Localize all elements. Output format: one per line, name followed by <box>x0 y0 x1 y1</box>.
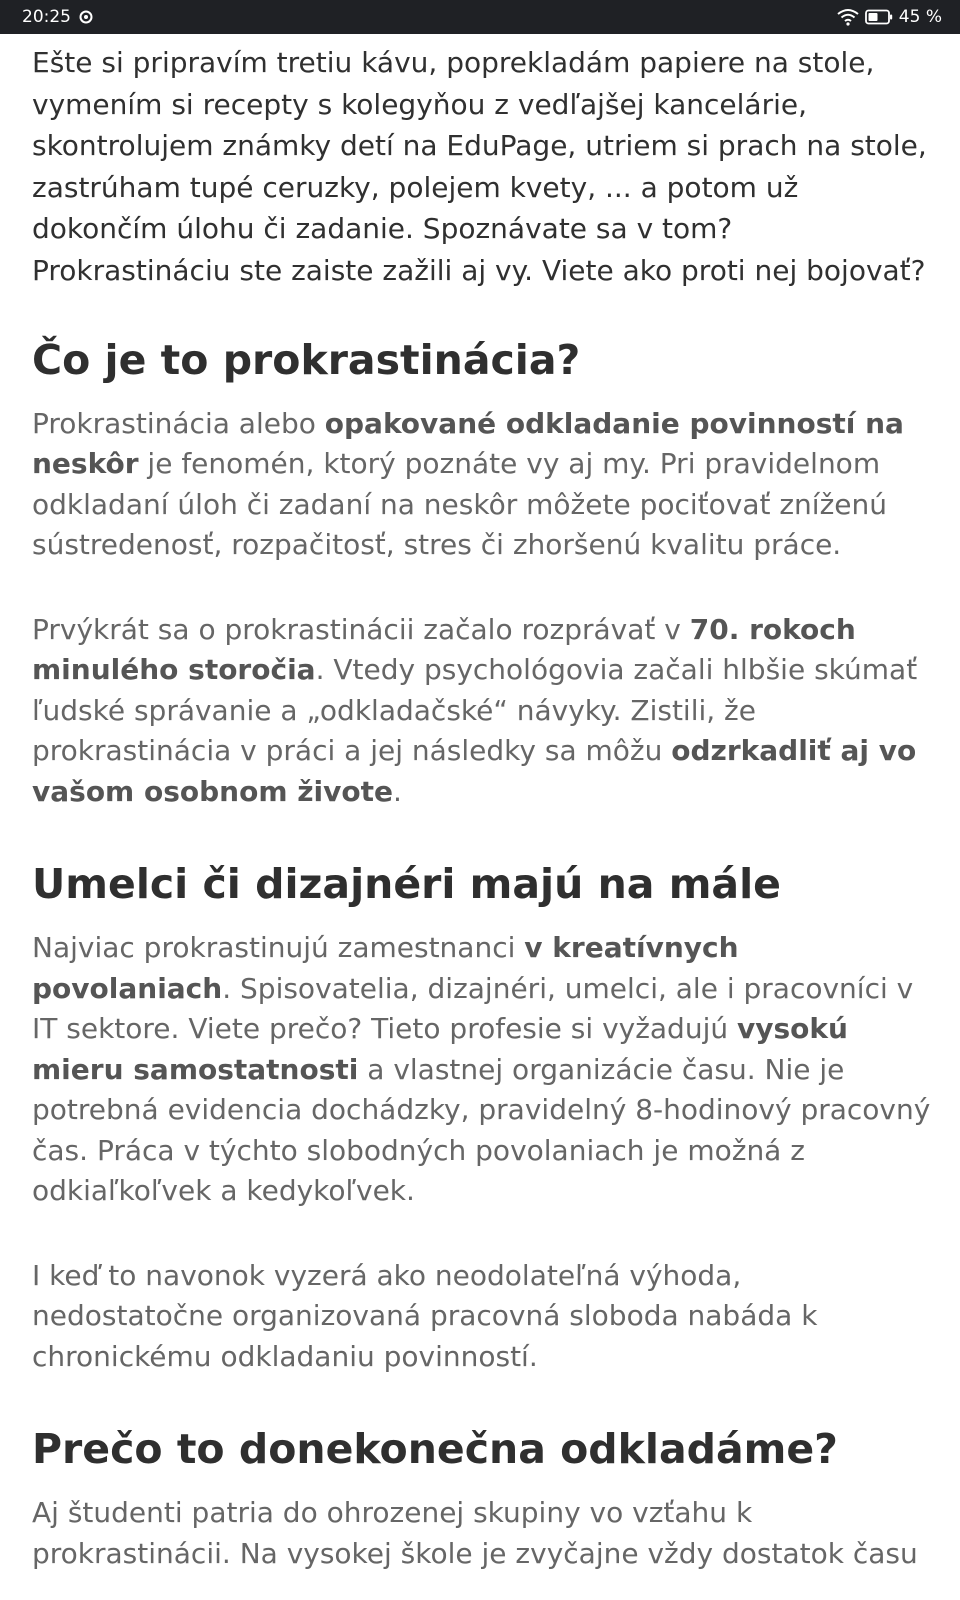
bold-text: vysokú mieru samostatnosti <box>32 1012 848 1086</box>
article-content <box>32 42 932 1574</box>
text-span: Najviac prokrastinujú zamestnanci <box>32 931 525 965</box>
heading-artists-designers: Umelci či dizajnéri majú na mále <box>32 860 781 909</box>
text-span: Prokrastinácia alebo <box>32 406 325 440</box>
text-span: je fenomén, ktorý poznáte vy aj my. Pri pravidelnom odkladaní úloh či zadaní na neskôr môžete pociťovať zníženú sústredenosť, rozpačitosť, stres či zhoršenú kvalitu práce. <box>32 447 887 562</box>
status-bar-left <box>22 7 93 27</box>
bold-text: odzrkadliť aj vo vašom osobnom živote <box>32 734 917 808</box>
intro-paragraph: Ešte si pripravím tretiu kávu, poprekladám papiere na stole, vymením si recepty s kolegyňou z vedľajšej kancelárie, skontrolujem známky detí na EduPage, utriem si prach na stole, zastrúham tupé ceruzky, polejem kvety, ... a potom už dokončím úlohu či zadanie. Spoznávate sa v tom? Prokrastináciu ste zaiste zažili aj vy. Viete ako proti nej bojovať? <box>32 46 927 287</box>
text-span: . Vtedy psychológovia začali hlbšie skúmať ľudské správanie a „odkladačské“ návyky. Zistili, že prokrastinácia v práci a jej následky sa môžu <box>32 653 918 768</box>
status-bar <box>0 0 960 34</box>
status-time: 20:25 <box>22 7 71 27</box>
heading-what-is-procrastination: Čo je to prokrastinácia? <box>32 335 581 384</box>
paragraph-history <box>32 610 932 813</box>
notification-icon <box>79 10 93 24</box>
text-span: . Spisovatelia, dizajnéri, umelci, ale i pracovníci v IT sektore. Viete prečo? Tieto profesie si vyžadujú <box>32 971 914 1046</box>
text-span: Prvýkrát sa o prokrastinácii začalo rozprávať v <box>32 612 690 646</box>
paragraph-freedom: I keď to navonok vyzerá ako neodolateľná výhoda, nedostatočne organizovaná pracovná sloboda nabáda k chronickému odkladaniu povinností. <box>32 1258 818 1373</box>
text-span: a vlastnej organizácie času. Nie je potrebná evidencia dochádzky, pravidelný 8-hodinový pracovný čas. Práca v týchto slobodných povolaniach je možná z odkiaľkoľvek a kedykoľvek. <box>32 1052 931 1208</box>
bold-text: v kreatívnych povolaniach <box>32 931 739 1005</box>
battery-percent: 45 % <box>898 7 942 27</box>
wifi-icon <box>837 8 859 26</box>
paragraph-students: Aj študenti patria do ohrozenej skupiny vo vzťahu k prokrastinácii. Na vysokej škole je zvyčajne vždy dostatok času <box>32 1496 918 1570</box>
paragraph-definition <box>32 404 932 566</box>
status-bar-right <box>837 7 942 27</box>
text-span: . <box>393 774 402 808</box>
paragraph-creative-jobs <box>32 928 932 1212</box>
bold-text: opakované odkladanie povinností na neskôr <box>32 406 904 481</box>
battery-icon <box>865 9 893 25</box>
bold-text: 70. rokoch minulého storočia <box>32 612 856 687</box>
heading-why-we-postpone: Prečo to donekonečna odkladáme? <box>32 1425 838 1474</box>
